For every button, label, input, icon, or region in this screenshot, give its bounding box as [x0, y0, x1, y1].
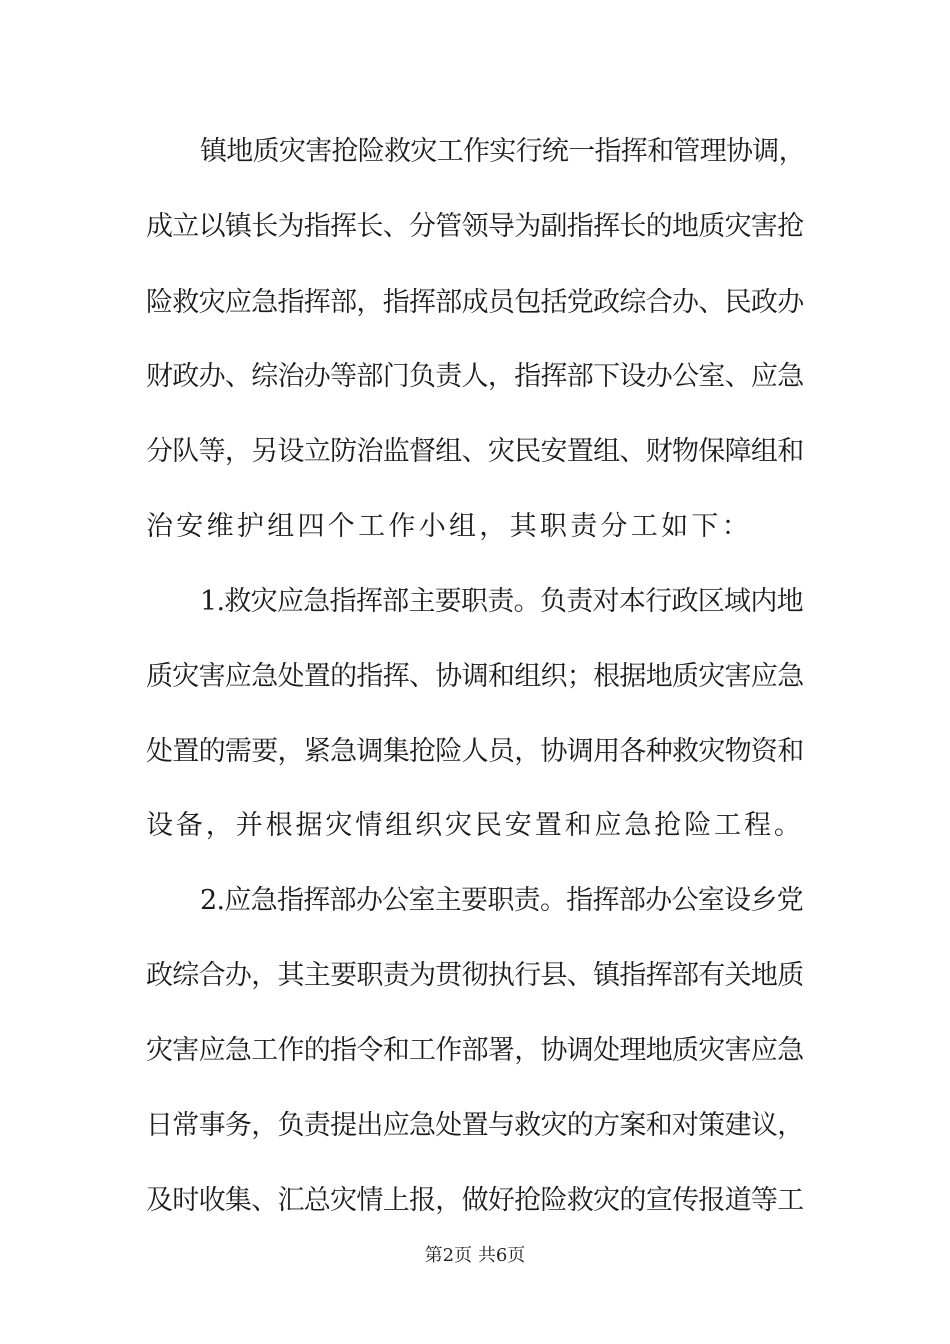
paragraph-line: 治安维护组四个工作小组，其职责分工如下：: [146, 511, 752, 542]
paragraph-line: 险救灾应急指挥部，指挥部成员包括党政综合办、民政办: [146, 287, 804, 318]
paragraph-line: 2.应急指挥部办公室主要职责。指挥部办公室设乡党: [200, 885, 803, 916]
paragraph-line: 政综合办，其主要职责为贯彻执行县、镇指挥部有关地质: [146, 960, 804, 991]
paragraph-line: 日常事务，负责提出应急处置与救灾的方案和对策建议，: [146, 1110, 804, 1141]
paragraph-line: 成立以镇长为指挥长、分管领导为副指挥长的地质灾害抢: [146, 211, 804, 242]
paragraph-line: 及时收集、汇总灾情上报，做好抢险救灾的宣传报道等工: [146, 1185, 804, 1216]
paragraph-line: 灾害应急工作的指令和工作部署，协调处理地质灾害应急: [146, 1035, 804, 1066]
paragraph-line: 财政办、综治办等部门负责人，指挥部下设办公室、应急: [146, 361, 804, 392]
paragraph-line: 镇地质灾害抢险救灾工作实行统一指挥和管理协调，: [200, 136, 805, 167]
paragraph-line: 设备，并根据灾情组织灾民安置和应急抢险工程。: [146, 810, 804, 841]
paragraph-line: 1.救灾应急指挥部主要职责。负责对本行政区域内地: [200, 586, 803, 617]
paragraph-line: 分队等，另设立防治监督组、灾民安置组、财物保障组和: [146, 436, 804, 467]
paragraph-line: 处置的需要，紧急调集抢险人员，协调用各种救灾物资和: [146, 736, 804, 767]
paragraph-line: 质灾害应急处置的指挥、协调和组织；根据地质灾害应急: [146, 661, 804, 692]
page-number-footer: 第2页 共6页: [424, 1245, 526, 1266]
